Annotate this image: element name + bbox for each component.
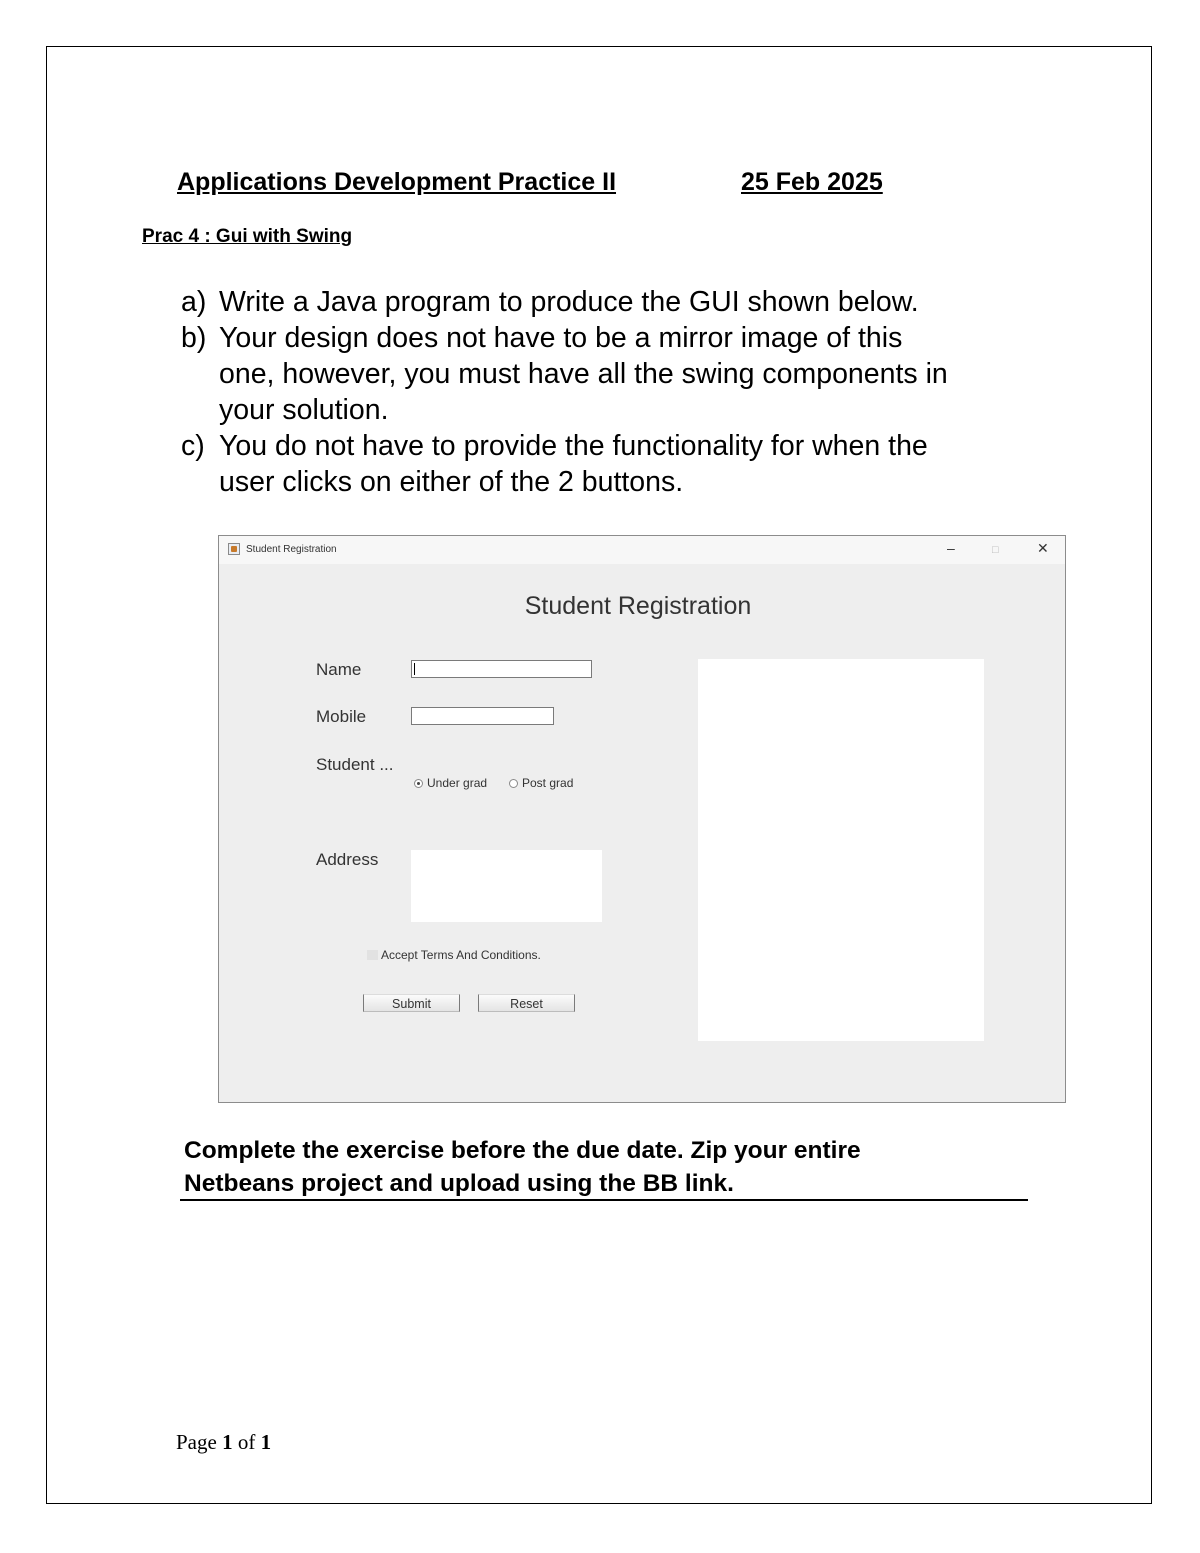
page-current: 1	[222, 1430, 233, 1454]
student-type-label: Student ...	[316, 755, 394, 774]
instruction-line: user clicks on either of the 2 buttons.	[219, 466, 684, 498]
instruction-line: Write a Java program to produce the GUI shown below.	[219, 286, 919, 318]
text-caret	[414, 663, 415, 675]
display-panel	[698, 659, 984, 1041]
course-title: Applications Development Practice II	[177, 168, 617, 196]
mobile-field[interactable]	[411, 707, 554, 725]
java-app-icon	[228, 543, 240, 555]
instruction-b	[181, 320, 1061, 428]
radio-selected-icon	[414, 779, 423, 788]
instruction-label: b)	[181, 322, 207, 354]
reset-button[interactable]: Reset	[478, 994, 575, 1012]
address-textarea[interactable]	[411, 850, 602, 922]
radio-undergrad[interactable]	[414, 776, 487, 790]
close-icon[interactable]: ✕	[1037, 540, 1049, 556]
minimize-icon[interactable]: –	[947, 540, 955, 556]
checkbox-icon	[367, 950, 378, 960]
instruction-label: c)	[181, 430, 205, 462]
instruction-c	[181, 428, 1061, 500]
page-total: 1	[260, 1430, 272, 1454]
instruction-line: You do not have to provide the functionality for when the	[219, 430, 928, 462]
window-title: Student Registration	[246, 544, 337, 555]
radio-postgrad-label: Post grad	[522, 776, 574, 790]
window-titlebar	[219, 536, 1065, 564]
name-field[interactable]	[411, 660, 592, 678]
page-of: of	[237, 1430, 256, 1454]
instruction-list	[181, 284, 1061, 500]
submit-button[interactable]: Submit	[363, 994, 460, 1012]
document-date: 25 Feb 2025	[741, 168, 883, 196]
page-prefix: Page	[176, 1430, 217, 1454]
maximize-icon[interactable]: □	[992, 544, 999, 556]
name-label: Name	[316, 660, 362, 679]
terms-checkbox-label: Accept Terms And Conditions.	[381, 948, 541, 962]
address-label: Address	[316, 850, 379, 869]
prac-title: Prac 4 : Gui with Swing	[142, 226, 353, 247]
mobile-label: Mobile	[316, 707, 367, 726]
form-title: Student Registration	[524, 592, 752, 620]
page-number	[176, 1430, 271, 1455]
radio-unselected-icon	[509, 779, 518, 788]
instruction-line: your solution.	[219, 394, 389, 426]
terms-checkbox[interactable]	[367, 948, 541, 962]
radio-postgrad[interactable]	[509, 776, 573, 790]
student-registration-window	[218, 535, 1066, 1103]
footer-underline	[180, 1199, 1028, 1201]
footer-line-2: Netbeans project and upload using the BB link.	[184, 1170, 734, 1197]
instruction-line: Your design does not have to be a mirror image of this	[219, 322, 903, 354]
instruction-line: one, however, you must have all the swing components in	[219, 358, 948, 390]
radio-undergrad-label: Under grad	[427, 776, 488, 790]
instruction-a	[181, 284, 1061, 320]
instruction-label: a)	[181, 286, 207, 318]
footer-note	[184, 1134, 861, 1200]
footer-line-1: Complete the exercise before the due date. Zip your entire	[184, 1137, 861, 1164]
